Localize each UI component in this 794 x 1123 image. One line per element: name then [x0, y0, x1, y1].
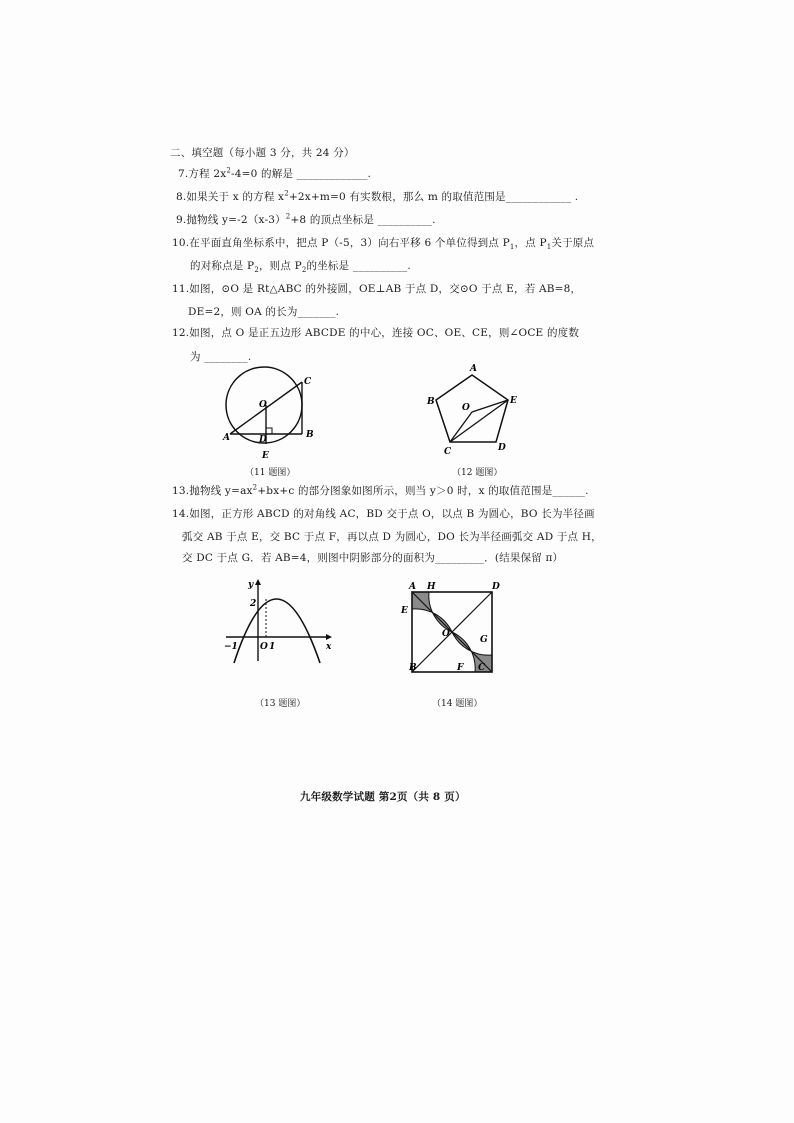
question-13: 13.抛物线 $y=ax^2+bx+c$ 的部分图象如图所示，则当 y＞0 时，x 的取值范围是______.: [172, 483, 589, 497]
fig14-label-d: D: [492, 582, 500, 592]
fig13-label-x: x: [326, 642, 332, 652]
section-title: 二、填空题（每小题 3 分，共 24 分）: [170, 147, 355, 159]
question-11-line-2: DE=2，则 OA 的长为_______.: [188, 306, 340, 318]
fig14-label-a: A: [409, 582, 416, 592]
fig14-label-e: E: [401, 606, 408, 616]
figure-11-caption: （11 题图）: [245, 468, 296, 478]
fig12-label-e: E: [510, 396, 517, 406]
page-footer: 九年级数学试题 第2页（共 8 页）: [300, 791, 466, 803]
figure-13-caption: （13 题图）: [255, 699, 306, 709]
fig14-label-o: O: [442, 629, 450, 639]
question-7: 7.方程 $2x^2-4=0$ 的解是 _____________.: [178, 166, 372, 180]
fig14-label-g: G: [480, 635, 488, 645]
question-10-line-1: 10.在平面直角坐标系中，把点 P（-5，3）向右平移 6 个单位得到点 $P_1$，点 $P_1$关于原点: [172, 237, 595, 252]
figure-12-caption: （12 题图）: [452, 468, 503, 478]
fig14-label-h: H: [427, 582, 436, 592]
question-12-line-2: 为 ________.: [190, 351, 252, 363]
fig12-label-c: C: [444, 447, 452, 457]
figure-14-square: [398, 578, 498, 678]
fig14-label-f: F: [457, 663, 464, 673]
fig11-label-a: A: [223, 433, 230, 443]
question-9: 9.抛物线 $y=-2(x-3)^2+8$ 的顶点坐标是 __________.: [176, 212, 436, 226]
figure-11-circle: [222, 362, 322, 462]
question-14-line-1: 14.如图，正方形 ABCD 的对角线 AC，BD 交于点 O，以点 B 为圆心，BO 长为半径画: [172, 508, 595, 520]
fig13-label-1: 1: [269, 642, 276, 652]
fig14-label-c: C: [478, 663, 486, 673]
fig11-label-b: B: [306, 430, 314, 440]
fig13-label-o: O: [260, 642, 268, 652]
fig14-label-b: B: [409, 663, 417, 673]
fig12-label-d: D: [498, 443, 506, 453]
fig12-label-o: O: [462, 403, 470, 413]
question-8: 8.如果关于 x 的方程 $x^2+2x+m=0$ 有实数根，那么 m 的取值范围是____________ .: [176, 189, 579, 203]
fig11-label-e: E: [262, 451, 269, 461]
question-10-line-2: 的对称点是 $P_2$，则点 $P_2$的坐标是 __________.: [190, 260, 411, 275]
figure-12-pentagon: [420, 360, 520, 460]
fig13-label-neg1: −1: [224, 642, 238, 652]
question-14-line-3: 交 DC 于点 G．若 AB=4，则图中阴影部分的面积为_________．(结果保留 π）: [182, 552, 564, 564]
question-11-line-1: 11.如图，⊙O 是 Rt△ABC 的外接圆，OE⊥AB 于点 D，交⊙O 于点 E，若 AB=8，: [172, 283, 582, 295]
question-14-line-2: 弧交 AB 于点 E，交 BC 于点 F，再以点 D 为圆心，DO 长为半径画弧交 AD 于点 H，: [182, 531, 602, 543]
figure-13-parabola: [218, 575, 338, 665]
fig11-label-c: C: [304, 377, 312, 387]
fig11-label-d: D: [259, 435, 267, 445]
fig12-label-b: B: [427, 397, 435, 407]
fig13-label-y: y: [248, 580, 254, 590]
figure-14-caption: （14 题图）: [432, 699, 483, 709]
question-12-line-1: 12.如图，点 O 是正五边形 ABCDE 的中心，连接 OC、OE、CE，则∠OCE 的度数: [172, 327, 580, 339]
fig12-label-a: A: [470, 364, 477, 374]
fig13-label-2: 2: [250, 599, 257, 609]
fig11-label-o: O: [259, 400, 267, 410]
